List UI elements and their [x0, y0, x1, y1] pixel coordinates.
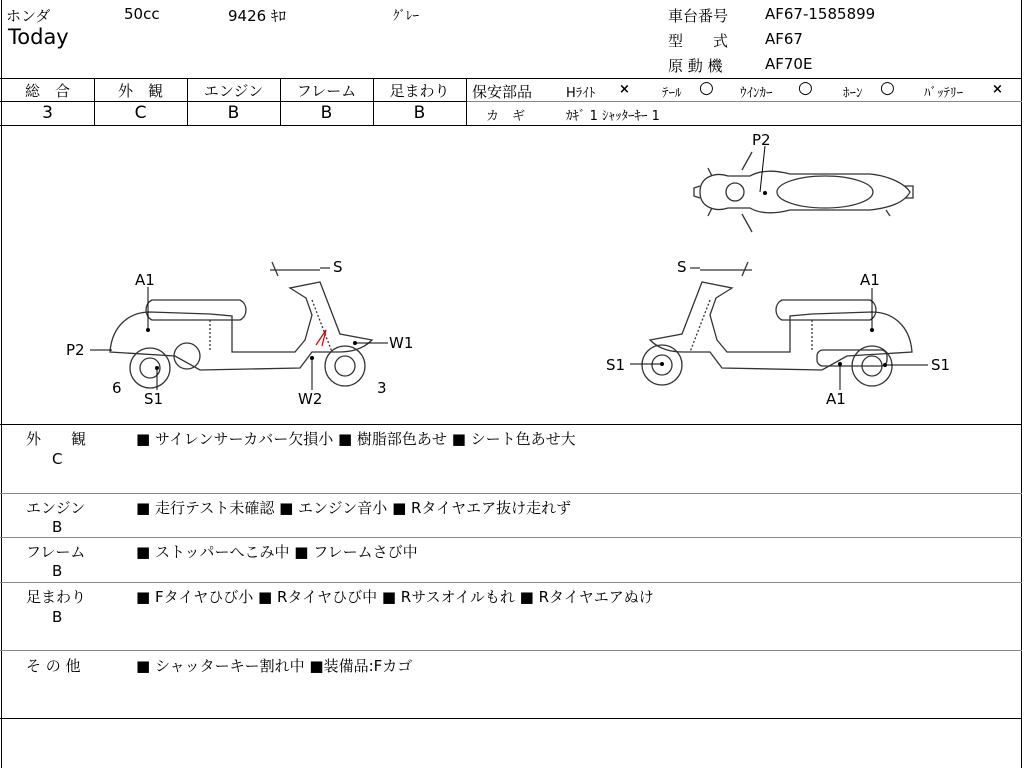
- safety-winker: ｳｲﾝｶｰ: [740, 86, 773, 101]
- section-other-title: そ の 他: [26, 657, 81, 675]
- label-right-s1-right: S1: [931, 356, 951, 374]
- label-right-s: S: [677, 258, 687, 276]
- grade-exterior-value: C: [134, 103, 147, 123]
- safety-headlight-mark: ×: [619, 82, 630, 97]
- safety-horn: ﾎｰﾝ: [843, 86, 863, 101]
- safety-winker-mark: ○: [798, 78, 813, 98]
- section-suspension-title: 足まわり: [26, 588, 87, 606]
- safety-tail: ﾃｰﾙ: [662, 86, 682, 101]
- grade-engine-label: エンジン: [203, 82, 264, 100]
- engine-label: 原 動 機: [668, 57, 723, 75]
- section-engine-grade: B: [52, 518, 63, 536]
- model-name: Today: [8, 25, 69, 49]
- label-p2-top: P2: [752, 131, 771, 149]
- section-exterior-title: 外 観: [26, 430, 87, 448]
- label-left-w1: W1: [389, 334, 414, 352]
- section-frame-text: ■ ストッパーへこみ中 ■ フレームさび中: [136, 543, 418, 561]
- grade-exterior-label: 外 観: [117, 82, 163, 100]
- label-right-s1-left: S1: [606, 356, 626, 374]
- type-label: 型 式: [668, 32, 729, 50]
- section-exterior-grade: C: [52, 450, 63, 468]
- label-right-a1-bottom: A1: [826, 390, 846, 408]
- grade-suspension-label: 足まわり: [389, 82, 450, 100]
- label-left-3: 3: [377, 379, 387, 397]
- grade-engine-value: B: [227, 103, 240, 123]
- mileage: 9426 ｷﾛ: [228, 7, 286, 25]
- section-frame-grade: B: [52, 562, 63, 580]
- label-left-p2: P2: [66, 341, 85, 359]
- safety-tail-mark: ○: [699, 78, 714, 98]
- frame-no-label: 車台番号: [668, 7, 729, 25]
- label-left-s1: S1: [144, 390, 164, 408]
- grade-frame-value: B: [320, 103, 333, 123]
- label-left-s: S: [333, 258, 343, 276]
- grade-frame-label: フレーム: [296, 82, 357, 100]
- section-other-text: ■ シャッターキー割れ中 ■装備品:Fカゴ: [136, 657, 413, 675]
- key-value: ｶｷﾞ 1 ｼｬｯﾀｰｷｰ 1: [566, 109, 660, 124]
- label-left-a1: A1: [135, 271, 155, 289]
- grade-overall-value: 3: [42, 103, 53, 123]
- safety-battery-mark: ×: [992, 82, 1003, 97]
- section-frame-title: フレーム: [26, 543, 86, 561]
- scooter-right-view: [630, 262, 928, 390]
- section-suspension-grade: B: [52, 608, 63, 626]
- section-engine-title: エンジン: [26, 499, 86, 517]
- scooter-top-view: [694, 146, 913, 232]
- color: ｸﾞﾚｰ: [393, 9, 419, 24]
- label-right-a1: A1: [860, 271, 880, 289]
- section-suspension-text: ■ Fタイヤひび小 ■ Rタイヤひび中 ■ Rサスオイルもれ ■ Rタイヤエアぬけ: [136, 588, 654, 606]
- type-value: AF67: [765, 30, 803, 48]
- displacement: 50cc: [124, 5, 160, 23]
- section-exterior-text: ■ サイレンサーカバー欠損小 ■ 樹脂部色あせ ■ シート色あせ大: [136, 430, 576, 448]
- label-left-w2: W2: [298, 390, 323, 408]
- engine-value: AF70E: [765, 55, 813, 73]
- label-left-6: 6: [112, 379, 122, 397]
- maker: ホンダ: [6, 7, 51, 25]
- safety-horn-mark: ○: [880, 78, 895, 98]
- grade-suspension-value: B: [413, 103, 426, 123]
- section-engine-text: ■ 走行テスト未確認 ■ エンジン音小 ■ Rタイヤエア抜け走れず: [136, 499, 572, 517]
- diagram-markers: [146, 191, 887, 370]
- frame-no: AF67-1585899: [765, 5, 876, 23]
- safety-label: 保安部品: [472, 83, 533, 101]
- grade-overall-label: 総 合: [24, 82, 70, 100]
- key-label: カ ギ: [486, 109, 526, 124]
- safety-battery: ﾊﾞｯﾃﾘｰ: [924, 86, 963, 101]
- safety-headlight: Hﾗｲﾄ: [566, 86, 596, 101]
